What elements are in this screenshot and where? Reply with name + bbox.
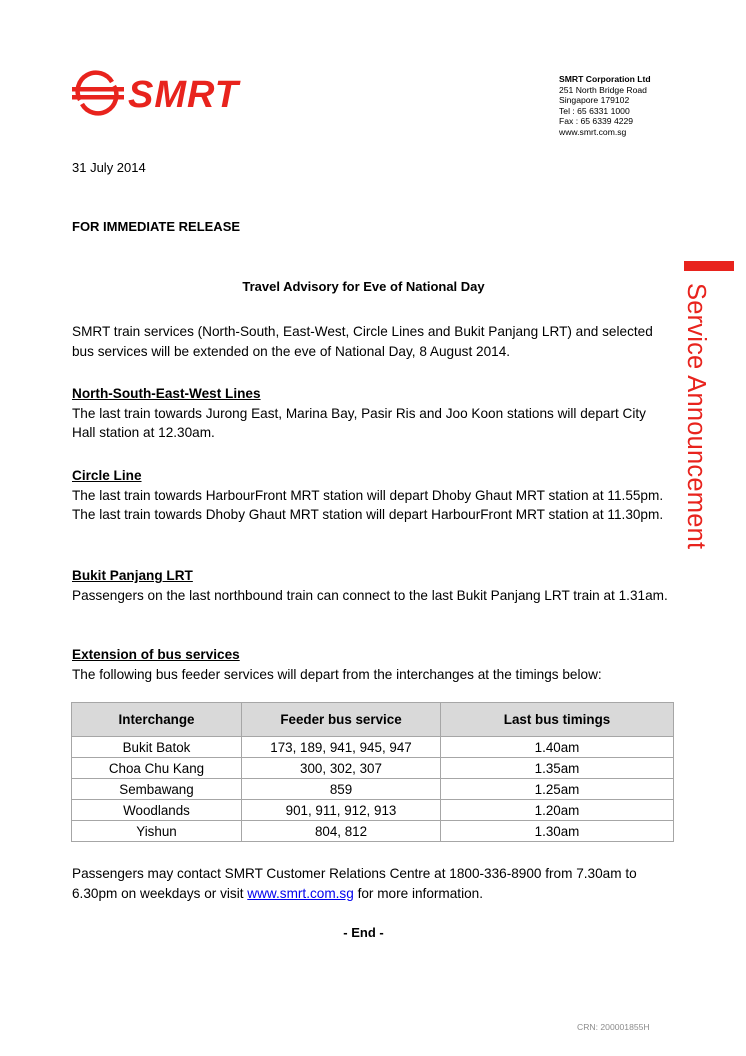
table-cell: Choa Chu Kang [72, 758, 242, 779]
section-bplrt-heading: Bukit Panjang LRT [72, 568, 193, 583]
side-label: Service Announcement [682, 283, 710, 550]
closing-text-after: for more information. [353, 885, 483, 901]
section-ccl-body: The last train towards HarbourFront MRT station will depart Dhoby Ghaut MRT station at 11.55pm. The last train towards Dhoby Ghaut MRT station will depart HarbourFront MRT station at 11.30pm. [72, 487, 664, 522]
table-header-interchange: Interchange [72, 703, 242, 737]
table-cell: 859 [242, 779, 441, 800]
page-title: Travel Advisory for Eve of National Day [242, 279, 485, 294]
section-bplrt [72, 566, 672, 605]
table-cell: 1.30am [441, 821, 674, 842]
table-cell: 300, 302, 307 [242, 758, 441, 779]
table-row [72, 779, 674, 800]
company-address-line2: Singapore 179102 [559, 95, 630, 106]
side-accent-bar [684, 261, 734, 271]
table-row [72, 800, 674, 821]
website-link[interactable]: www.smrt.com.sg [247, 885, 354, 901]
section-bus-body: The following bus feeder services will depart from the interchanges at the timings below: [72, 666, 602, 682]
section-ccl [72, 466, 672, 525]
table-row [72, 737, 674, 758]
table-cell: 1.35am [441, 758, 674, 779]
logo-wordmark: SMRT [128, 74, 239, 116]
section-bplrt-body: Passengers on the last northbound train can connect to the last Bukit Panjang LRT train at 1.31am. [72, 587, 668, 603]
section-nsew-body: The last train towards Jurong East, Marina Bay, Pasir Ris and Joo Koon stations will depart City Hall station at 12.30am. [72, 405, 646, 440]
table-cell: 1.40am [441, 737, 674, 758]
table-header-feeder: Feeder bus service [242, 703, 441, 737]
table-header-row [72, 703, 674, 737]
company-address [559, 74, 651, 138]
closing-paragraph [72, 864, 672, 903]
table-cell: Bukit Batok [72, 737, 242, 758]
company-registration-number: CRN: 200001855H [577, 1022, 650, 1032]
table-cell: 804, 812 [242, 821, 441, 842]
release-label: FOR IMMEDIATE RELEASE [72, 219, 241, 234]
company-address-line1: 251 North Bridge Road [559, 84, 647, 95]
table-cell: Sembawang [72, 779, 242, 800]
table-row [72, 758, 674, 779]
section-bus [72, 645, 672, 684]
smrt-logo-mark [70, 70, 265, 116]
smrt-logo [70, 70, 265, 116]
table-cell: Yishun [72, 821, 242, 842]
company-website: www.smrt.com.sg [559, 126, 627, 137]
bus-timings-table [71, 702, 674, 842]
table-header-timing: Last bus timings [441, 703, 674, 737]
section-bus-heading: Extension of bus services [72, 647, 240, 662]
section-ccl-heading: Circle Line [72, 468, 142, 483]
company-tel: Tel : 65 6331 1000 [559, 105, 630, 116]
logo-bar-top [72, 87, 124, 92]
closing-text-before: Passengers may contact SMRT Customer Relations Centre at 1800-336-8900 from 7.30am to 6.30pm on weekdays or visit [72, 866, 637, 901]
release-date: 31 July 2014 [72, 160, 146, 175]
side-label-container [658, 283, 718, 663]
table-cell: 901, 911, 912, 913 [242, 800, 441, 821]
table-cell: 173, 189, 941, 945, 947 [242, 737, 441, 758]
section-nsew [72, 384, 672, 443]
company-fax: Fax : 65 6339 4229 [559, 116, 634, 127]
end-marker: - End - [343, 925, 384, 940]
intro-paragraph: SMRT train services (North-South, East-West, Circle Lines and Bukit Panjang LRT) and selected bus services will be extended on the eve of National Day, 8 August 2014. [72, 324, 653, 359]
table-cell: Woodlands [72, 800, 242, 821]
table-row [72, 821, 674, 842]
section-nsew-heading: North-South-East-West Lines [72, 386, 261, 401]
company-name: SMRT Corporation Ltd [559, 74, 651, 84]
table-cell: 1.25am [441, 779, 674, 800]
table-cell: 1.20am [441, 800, 674, 821]
logo-bar-bottom [72, 95, 124, 100]
